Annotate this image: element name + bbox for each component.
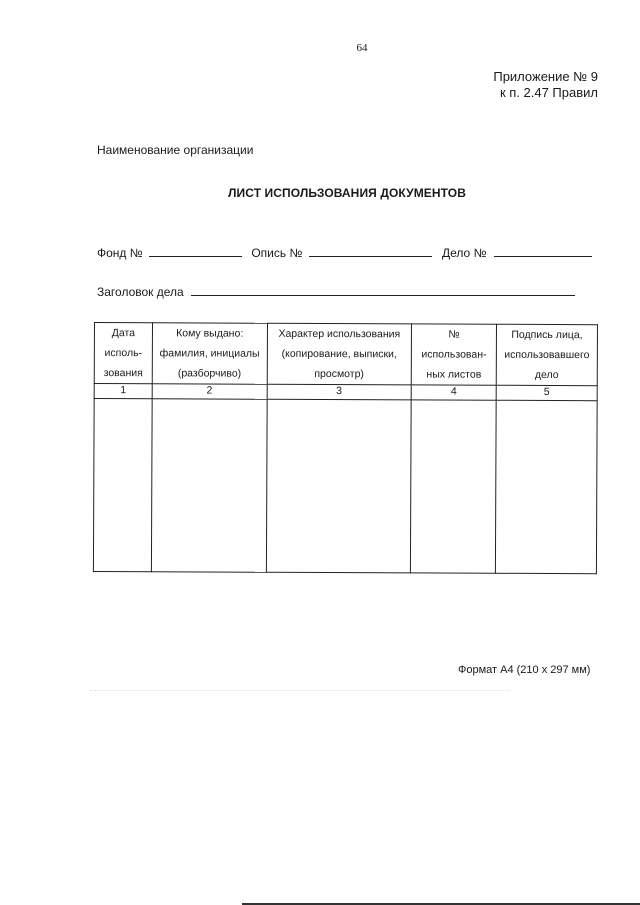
opis-blank (309, 245, 432, 257)
table-cell (266, 399, 411, 573)
heading-blank (191, 284, 575, 296)
column-number: 1 (94, 384, 152, 399)
appendix-line-1: Приложение № 9 (493, 69, 598, 84)
column-number: 5 (496, 385, 597, 400)
page-number: 64 (356, 42, 368, 54)
column-number: 4 (411, 385, 496, 400)
scan-noise (90, 690, 510, 692)
fond-blank (149, 245, 242, 257)
usage-table (93, 322, 598, 574)
table-cell (411, 400, 497, 573)
table-header-row (94, 323, 597, 386)
opis-label: Опись № (251, 246, 303, 260)
appendix-reference (493, 69, 598, 101)
header-signature: Подпись лица, использовавшего дело (496, 324, 597, 385)
fond-label: Фонд № (97, 246, 143, 260)
appendix-line-2: к п. 2.47 Правил (499, 85, 598, 100)
column-number: 3 (267, 384, 412, 400)
header-sheet-numbers: № использован- ных листов (411, 324, 496, 385)
organization-label: Наименование организации (97, 143, 254, 157)
heading-row (97, 284, 575, 299)
table-cell (93, 399, 152, 572)
header-usage-type: Характер использования (копирование, выписки, просмотр) (267, 323, 412, 385)
heading-label: Заголовок дела (97, 285, 184, 299)
table-cell (151, 399, 266, 572)
table-cell (495, 400, 597, 573)
fields-row (97, 245, 592, 260)
header-issued-to: Кому выдано: фамилия, инициалы (разборчиво) (152, 323, 267, 384)
delo-blank (494, 245, 592, 257)
document-title: ЛИСТ ИСПОЛЬЗОВАНИЯ ДОКУМЕНТОВ (227, 186, 467, 200)
header-date: Дата исполь- зования (94, 323, 152, 384)
column-number: 2 (152, 384, 267, 400)
delo-label: Дело № (442, 246, 487, 260)
format-note: Формат А4 (210 x 297 мм) (458, 664, 591, 676)
table-body-row (93, 399, 597, 574)
